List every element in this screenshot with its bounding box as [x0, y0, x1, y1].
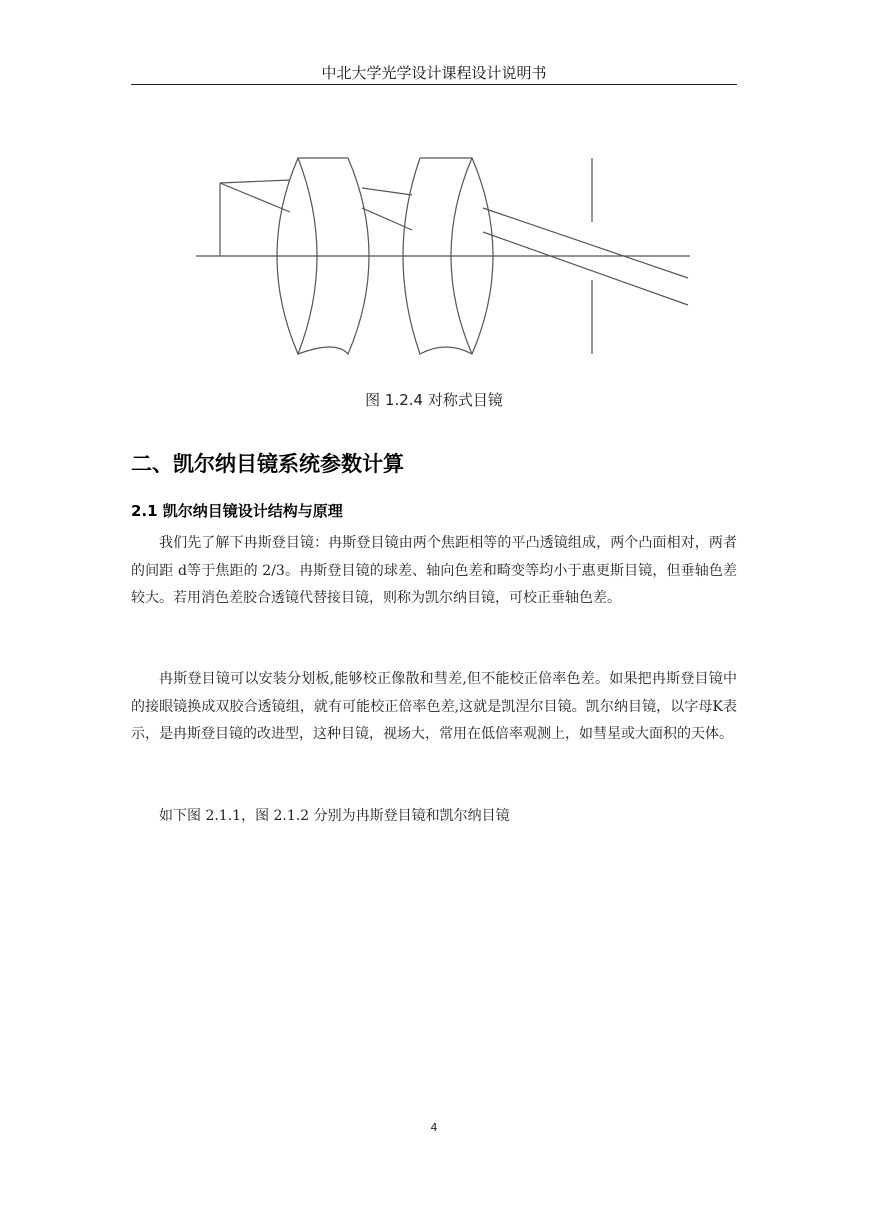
- header-divider: [131, 84, 737, 85]
- symmetric-eyepiece-diagram: [190, 150, 700, 360]
- section-heading: 二、凯尔纳目镜系统参数计算: [131, 452, 404, 476]
- figure-caption: 图 1.2.4 对称式目镜: [365, 391, 503, 409]
- body-paragraph-1: 我们先了解下冉斯登目镜：冉斯登目镜由两个焦距相等的平凸透镜组成，两个凸面相对，两者的间距 d等于焦距的 2/3。冉斯登目镜的球差、轴向色差和畸变等均小于惠更斯目镜，但垂轴色差较大。若用消色差胶合透镜代替接目镜，则称为凯尔纳目镜，可校正垂轴色差。: [131, 535, 737, 606]
- mid-ray-upper: [362, 188, 412, 195]
- body-paragraph-3: 如下图 2.1.1，图 2.1.2 分别为冉斯登目镜和凯尔纳目镜: [159, 808, 510, 824]
- page-number: 4: [430, 1121, 438, 1134]
- incoming-ray-upper: [220, 180, 290, 183]
- subsection-heading: 2.1 凯尔纳目镜设计结构与原理: [131, 502, 343, 520]
- incoming-ray-lower: [220, 183, 290, 212]
- page-header-title: 中北大学光学设计课程设计说明书: [321, 64, 547, 82]
- lens-diagram-figure: [190, 150, 700, 360]
- body-paragraph-2: 冉斯登目镜可以安装分划板,能够校正像散和彗差,但不能校正倍率色差。如果把冉斯登目镜中的接眼镜换成双胶合透镜组，就有可能校正倍率色差,这就是凯涅尔目镜。凯尔纳目镜，以字母K表示，是冉斯登目镜的改进型，这种目镜，视场大，常用在低倍率观测上，如彗星或大面积的天体。: [131, 671, 737, 742]
